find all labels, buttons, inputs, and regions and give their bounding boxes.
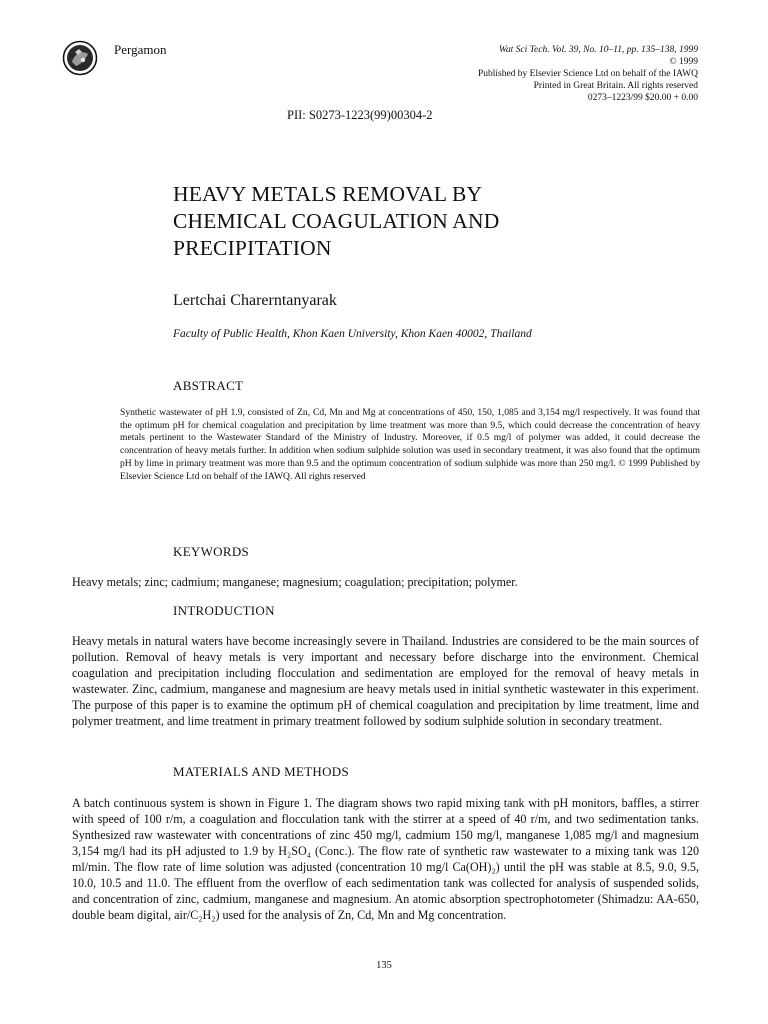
pergamon-logo-icon (62, 40, 98, 76)
journal-citation: Wat Sci Tech. Vol. 39, No. 10–11, pp. 135–138, 1999 (498, 45, 698, 55)
keywords-heading: KEYWORDS (173, 544, 250, 559)
title-line-2: CHEMICAL COAGULATION AND (173, 209, 500, 233)
publisher-block (62, 40, 167, 76)
printed-in-line: Printed in Great Britain. All rights reserved (533, 81, 698, 91)
copyright-line: © 1999 (669, 57, 698, 67)
methods-text: A batch continuous system is shown in Figure 1. The diagram shows two rapid mixing tank with pH monitors, baffles, a stirrer with speed of 100 r/m, a coagulation and flocculation tank with the stirrer at a speed of 40 r/m, and two sedimentation tanks. Synthesized raw wastewater with concentrations of zinc 450 mg/l, cadmium 150 mg/l, manganese 1,085 mg/l and magnesium 3,154 mg/l had its pH adjusted to 1.9 by H₂SO₄ (Conc.). The flow rate of synthetic raw wastewater to a mixing tank was 120 ml/min. The flow rate of lime solution was adjusted (concentration 10 mg/l Ca(OH)₂) until the pH was stable at 8.5, 9.0, 9.5, 10.0, 10.5 and 11.0. The effluent from the overflow of each sedimentation tank was collected for analysis of suspended solids, and concentration of zinc, cadmium, manganese and magnesium. An atomic absorption spectrophotometer (Shimadzu: AA-650, double beam digital, air/C₂H₂) used for the analysis of Zn, Cd, Mn and Mg concentration. (72, 796, 699, 922)
pii-identifier: PII: S0273-1223(99)00304-2 (287, 108, 433, 122)
keywords-text: Heavy metals; zinc; cadmium; manganese; magnesium; coagulation; precipitation; polymer. (72, 575, 518, 589)
paper-title (173, 181, 693, 262)
abstract-text: Synthetic wastewater of pH 1.9, consisted of Zn, Cd, Mn and Mg at concentrations of 450, 150, 1,085 and 3,154 mg/l respectively. It was found that the optimum pH for chemical coagulation and precipitation by lime treatment was more than 9.5, which could decrease the concentration of heavy metals pertinent to the Wastewater Standard of the Ministry of Industry. Moreover, if 0.5 mg/l of polymer was added, it could decrease the concentration of heavy metals further. In addition when sodium sulphide solution was used in secondary treatment, it was also found that the optimum pH by lime in primary treatment was more than 9.5 and the optimum concentration of sodium sulphide was more than 250 mg/l. © 1999 Published by Elsevier Science Ltd on behalf of the IAWQ. All rights reserved (120, 407, 700, 482)
introduction-heading: INTRODUCTION (173, 603, 275, 618)
author-affiliation: Faculty of Public Health, Khon Kaen University, Khon Kaen 40002, Thailand (173, 328, 532, 340)
title-line-1: HEAVY METALS REMOVAL BY (173, 182, 483, 206)
published-by-line: Published by Elsevier Science Ltd on behalf of the IAWQ (477, 69, 698, 79)
publisher-name: Pergamon (114, 42, 167, 57)
issn-price-line: 0273–1223/99 $20.00 + 0.00 (587, 93, 698, 103)
title-line-3: PRECIPITATION (173, 236, 332, 260)
abstract-heading: ABSTRACT (173, 378, 244, 393)
introduction-text: Heavy metals in natural waters have become increasingly severe in Thailand. Industries are considered to be the main sources of pollution. Removal of heavy metals is very important and necessary before discharge into the environment. Chemical coagulation and precipitation including flocculation and sedimentation are employed for the removal of heavy metals in wastewater. Zinc, cadmium, manganese and magnesium are heavy metals used in initial synthetic wastewater in this experiment. The purpose of this paper is to examine the optimum pH of chemical coagulation and precipitation by lime treatment, lime and polymer treatment, and lime treatment in primary treatment followed by sodium sulphide solution in secondary treatment. (72, 634, 699, 728)
author-name: Lertchai Charerntanyarak (173, 292, 337, 309)
page-number: 135 (376, 960, 392, 971)
journal-metadata (478, 44, 698, 104)
methods-heading: MATERIALS AND METHODS (173, 764, 350, 779)
